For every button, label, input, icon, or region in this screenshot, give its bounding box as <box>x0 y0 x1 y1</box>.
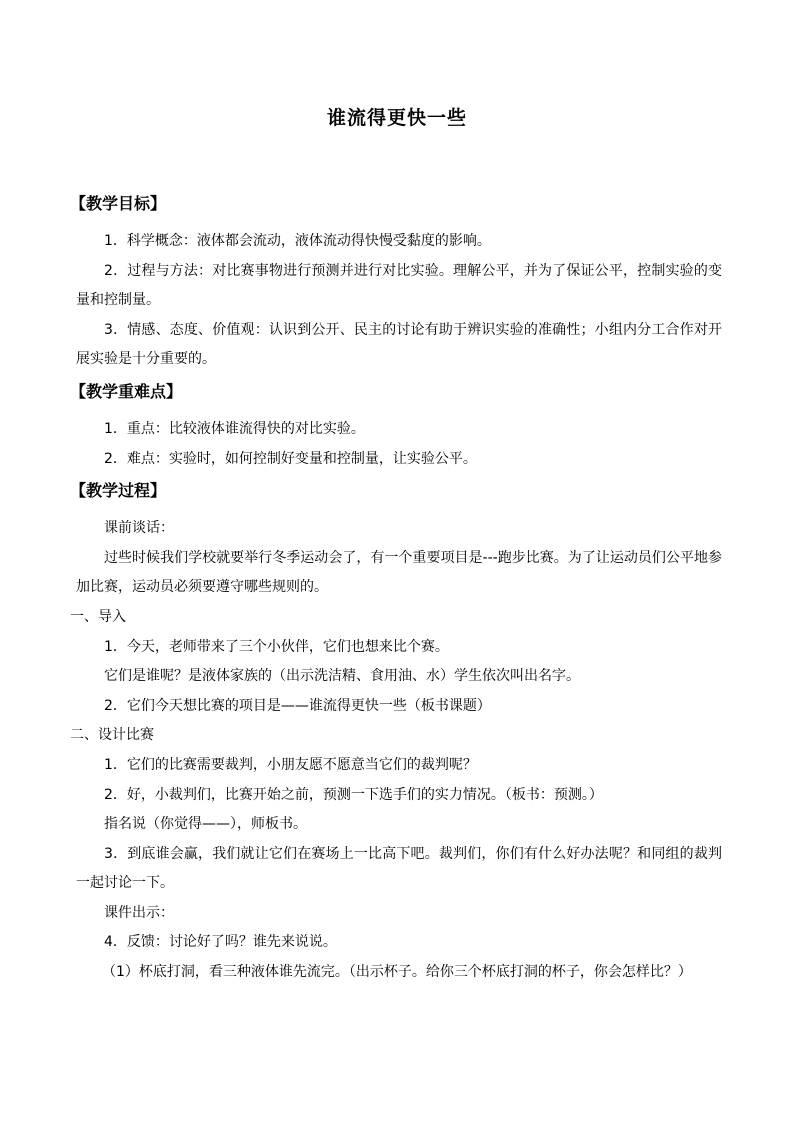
part1-item-2: 它们是谁呢？是液体家族的（出示洗洁精、食用油、水）学生依次叫出名字。 <box>104 668 580 685</box>
part2-item-5: 课件出示： <box>104 904 174 921</box>
part1-item-3: 2．它们今天想比赛的项目是——谁流得更快一些（板书课题） <box>104 697 491 714</box>
part2-item-6: 4．反馈：讨论好了吗？谁先来说说。 <box>104 934 337 951</box>
part2-subitem-1: （1）杯底打洞，看三种液体谁先流完。（出示杯子。给你三个杯底打洞的杯子，你会怎样比？） <box>102 964 692 981</box>
part2-item-4: 3．到底谁会赢，我们就让它们在赛场上一比高下吧。裁判们，你们有什么好办法呢？和同组的裁判一起讨论一下。 <box>76 845 722 892</box>
process-intro-label: 课前谈话： <box>104 520 174 537</box>
part1-item-1: 1．今天，老师带来了三个小伙伴，它们也想来比个赛。 <box>104 638 449 655</box>
process-intro-text: 过些时候我们学校就要举行冬季运动会了，有一个重要项目是---跑步比赛。为了让运动员们公平地参加比赛，运动员必须要遵守哪些规则的。 <box>76 549 722 596</box>
goal-item-1: 1．科学概念：液体都会流动，液体流动得快慢受黏度的影响。 <box>104 233 491 249</box>
section-keypoints <box>70 377 722 474</box>
document-body <box>70 189 722 988</box>
section-process <box>70 476 722 988</box>
document-title: 谁流得更快一些 <box>326 107 467 129</box>
section-heading-process: 【教学过程】 <box>70 481 167 501</box>
goal-item-3: 3．情感、态度、价值观：认识到公开、民主的讨论有助于辨识实验的准确性；小组内分工合作对开展实验是十分重要的。 <box>76 321 722 368</box>
keypoint-item-1: 1．重点：比较液体谁流得快的对比实验。 <box>104 420 365 437</box>
part2-title: 二、设计比赛 <box>70 727 154 744</box>
section-heading-keypoints: 【教学重难点】 <box>70 381 183 401</box>
part2-item-3: 指名说（你觉得——），师板书。 <box>104 816 307 833</box>
part1-title: 一、导入 <box>70 608 126 625</box>
part2-item-2: 2．好，小裁判们，比赛开始之前，预测一下选手们的实力情况。（板书：预测。） <box>104 786 603 803</box>
section-goals <box>70 189 722 375</box>
goal-item-2: 2．过程与方法：对比赛事物进行预测并进行对比实验。理解公平，并为了保证公平，控制实验的变量和控制量。 <box>76 262 722 309</box>
keypoint-item-2: 2．难点：实验时，如何控制好变量和控制量，让实验公平。 <box>104 450 477 467</box>
section-heading-goals: 【教学目标】 <box>70 194 167 213</box>
part2-item-1: 1．它们的比赛需要裁判，小朋友愿不愿意当它们的裁判呢？ <box>104 756 477 773</box>
